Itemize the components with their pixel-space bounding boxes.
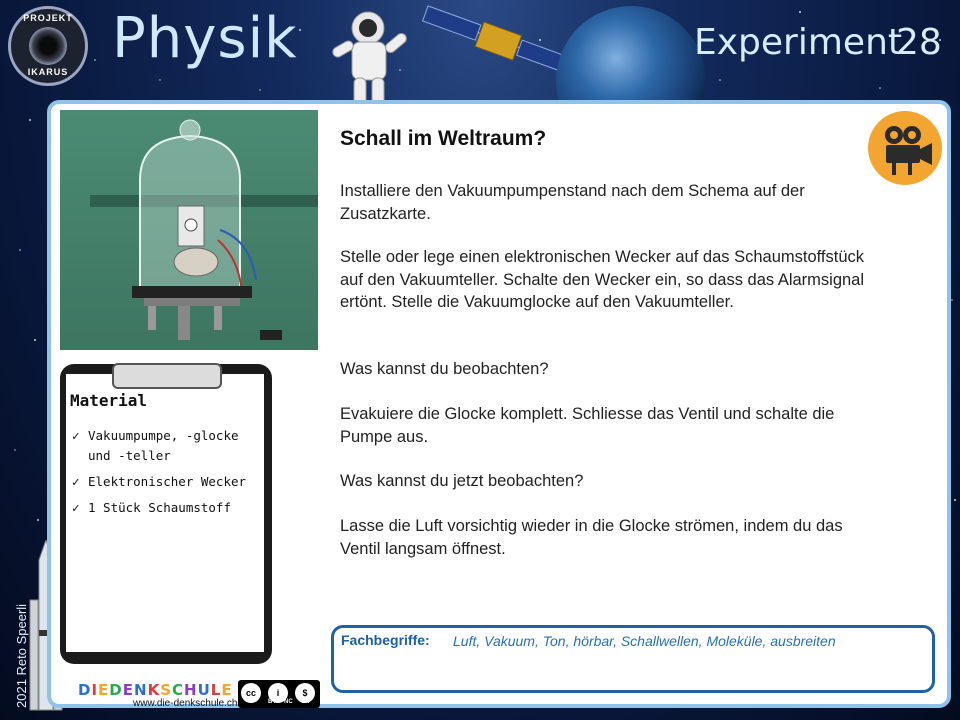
material-item: Vakuumpumpe, -glocke und -teller [88, 428, 239, 463]
question-paragraph: Was kannst du jetzt beobachten? [340, 472, 584, 490]
denkschule-logo [78, 681, 233, 699]
material-list [70, 426, 264, 524]
material-item: 1 Stück Schaumstoff [88, 500, 231, 515]
license-by: BY [268, 699, 277, 705]
creative-commons-badge: cc i $ BY NC SA [238, 680, 320, 708]
instruction-paragraph: Evakuiere die Glocke komplett. Schliesse das Ventil und schalte die Pumpe aus. [340, 405, 835, 446]
denkschule-url: www.die-denkschule.ch [133, 698, 238, 709]
experiment-number: 28 [896, 22, 942, 63]
check-icon: ✓ [72, 428, 80, 443]
author-credit: 2021 Reto Speerli [14, 603, 29, 708]
vacuum-bell-photo [60, 110, 318, 350]
fachbegriffe-terms: Luft, Vakuum, Ton, hörbar, Schallwellen, Moleküle, ausbreiten [453, 633, 836, 649]
license-sa: SA [301, 699, 310, 705]
check-icon: ✓ [72, 474, 80, 489]
check-icon: ✓ [72, 500, 80, 515]
list-item [70, 472, 264, 492]
list-item [70, 498, 264, 518]
instruction-paragraph: Stelle oder lege einen elektronischen Wecker auf das Schaumstoffstück auf den Vakuumteller. Schalte den Wecker ein, so dass das Alarmsignal ertönt. Stelle die Vakuumglocke auf den Vakuumteller. [340, 248, 865, 311]
astronaut-image [324, 4, 414, 114]
license-nc: NC [284, 699, 293, 705]
material-title: Material [70, 391, 148, 410]
experiment-label: Experiment [694, 22, 903, 63]
experiment-heading: Schall im Weltraum? [340, 127, 547, 150]
satellite-image [418, 2, 578, 82]
brand-text: DIEDENKSCHULE [78, 681, 233, 699]
question-paragraph: Was kannst du beobachten? [340, 360, 549, 378]
clipboard-clip [112, 363, 222, 389]
list-item [70, 426, 264, 466]
fachbegriffe-label: Fachbegriffe: [341, 632, 430, 648]
camera-lens-icon [29, 27, 67, 65]
logo-top-text: PROJEKT [23, 13, 73, 23]
subject-title: Physik [112, 6, 298, 71]
projekt-ikarus-logo [8, 6, 88, 86]
camera-icon [868, 111, 942, 185]
material-item: Elektronischer Wecker [88, 474, 247, 489]
instruction-paragraph: Lasse die Luft vorsichtig wieder in die Glocke strömen, indem du das Ventil langsam öffnest. [340, 517, 843, 558]
instruction-paragraph: Installiere den Vakuumpumpenstand nach dem Schema auf der Zusatzkarte. [340, 182, 805, 223]
logo-bottom-text: IKARUS [27, 67, 69, 77]
